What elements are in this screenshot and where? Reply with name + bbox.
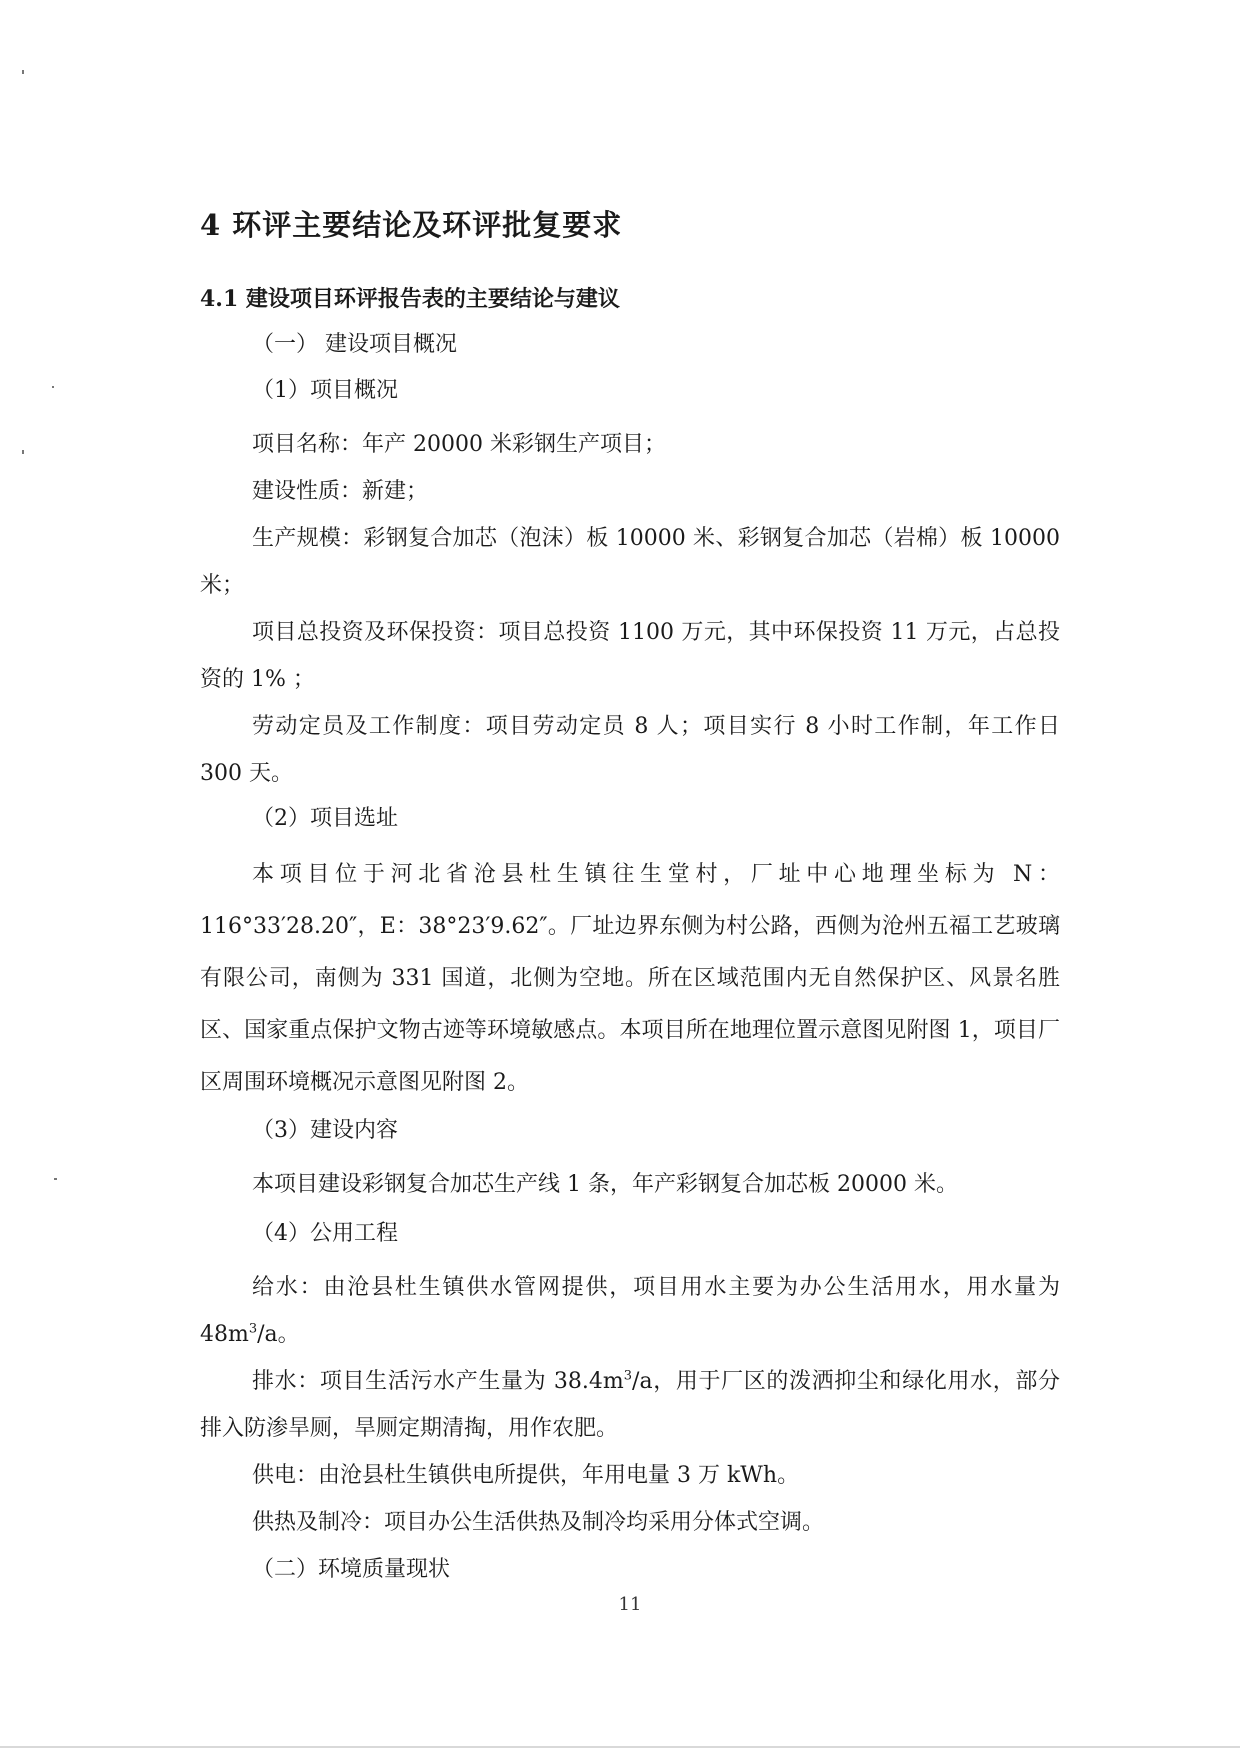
scan-mark [54,1178,57,1180]
paragraph: 项目名称：年产 20000 米彩钢生产项目； [252,432,666,457]
paragraph: 供电：由沧县杜生镇供电所提供，年用电量 3 万 kWh。 [252,1463,800,1488]
subsection-heading: （4）公用工程 [252,1221,398,1246]
subsection-heading: （2）项目选址 [252,806,398,831]
paragraph [200,1358,1060,1452]
paragraph: 本项目位于河北省沧县杜生镇往生堂村，厂址中心地理坐标为 N：116°33′28.20″，E：38°23′9.62″。厂址边界东侧为村公路，西侧为沧州五福工艺玻璃有限公司，南侧为 331 国道，北侧为空地。所在区域范围内无自然保护区、风景名胜区、国家重点保护文物古迹等环境敏感点。本项目所在地理位置示意图见附图 1，项目厂区周围环境概况示意图见附图 2。 [200,862,1060,1095]
paragraph-text: /a。 [257,1322,300,1347]
subsection-heading: （1）项目概况 [252,378,398,403]
paragraph: 劳动定员及工作制度：项目劳动定员 8 人；项目实行 8 小时工作制，年工作日 300 天。 [200,714,1060,786]
page-number: 11 [618,1594,642,1615]
paragraph: 项目总投资及环保投资：项目总投资 1100 万元，其中环保投资 11 万元，占总投资的 1% ； [200,620,1060,692]
scan-mark [52,386,54,388]
paragraph: 生产规模：彩钢复合加芯（泡沫）板 10000 米、彩钢复合加芯（岩棉）板 10000 米； [200,526,1060,598]
section-heading: 4.1 建设项目环评报告表的主要结论与建议 [200,286,620,312]
paragraph-text: 排水：项目生活污水产生量为 38.4m [252,1369,624,1394]
scan-mark [22,70,24,74]
paragraph: 本项目建设彩钢复合加芯生产线 1 条，年产彩钢复合加芯板 20000 米。 [252,1172,958,1197]
paragraph: 建设性质：新建； [252,479,429,504]
paragraph-text: /a，用于厂区的泼洒抑尘和绿化用水，部分排入防渗旱厕，旱厕定期清掏，用作农肥。 [200,1369,1061,1441]
scan-mark [22,450,24,454]
superscript: 3 [623,1368,633,1384]
scan-edge [0,1746,1240,1748]
superscript: 3 [248,1321,258,1337]
chapter-heading: 4 环评主要结论及环评批复要求 [200,208,623,242]
paragraph [200,1264,1060,1358]
paragraph: 供热及制冷：项目办公生活供热及制冷均采用分体式空调。 [252,1510,825,1535]
paragraph-text: 给水：由沧县杜生镇供水管网提供，项目用水主要为办公生活用水，用水量为 48m [200,1275,1060,1347]
subsection-heading: （3）建设内容 [252,1118,398,1143]
document-body [200,205,1060,1600]
subsection-heading: （一） 建设项目概况 [252,332,457,357]
subsection-heading: （二）环境质量现状 [252,1557,451,1582]
